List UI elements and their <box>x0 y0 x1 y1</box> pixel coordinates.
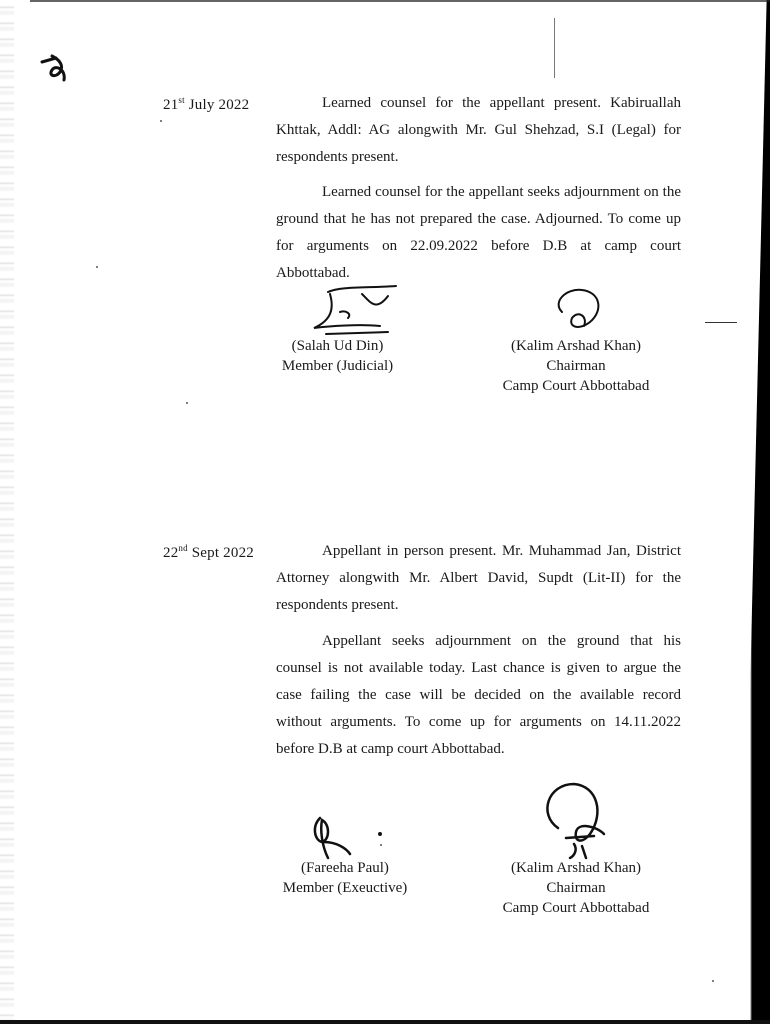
signatory-place: Camp Court Abbottabad <box>502 378 650 394</box>
scan-speck <box>96 266 98 268</box>
entry-paragraph: Learned counsel for the appellant seeks adjournment on the ground that he has not prepared the case. Adjourned. To come up for arguments on 22.09.2022 before D.B at camp court Abbottabad. <box>276 184 681 281</box>
entry-date: 21st July 2022 <box>163 95 250 113</box>
signatory-name: (Salah Ud Din) <box>291 338 384 354</box>
scan-speck <box>186 402 188 404</box>
signatory-block <box>270 858 420 898</box>
entry-paragraph: Appellant in person present. Mr. Muhammad Jan, District Attorney alongwith Mr. Albert David, Supdt (Lit-II) for the respondents present. <box>276 543 681 613</box>
signature-kalim-arshad-khan <box>534 778 614 868</box>
scan-top-edge <box>30 0 770 2</box>
scan-mark <box>554 18 555 78</box>
signatory-name: (Fareeha Paul) <box>301 860 389 876</box>
signatory-place: Camp Court Abbottabad <box>502 900 650 916</box>
entry-paragraph: Appellant seeks adjournment on the ground that his counsel is not available today. Last chance is given to argue the case failing the case will be decided on the available record without arguments. To come up for arguments on 14.11.2022 before D.B at camp court Abbottabad. <box>276 633 681 757</box>
scan-speck <box>712 980 714 982</box>
signature-kalim-arshad-khan <box>548 284 608 336</box>
signatory-block <box>484 336 668 396</box>
signature-fareeha-paul <box>306 812 396 862</box>
signatory-name: (Kalim Arshad Khan) <box>511 338 641 354</box>
signatory-title: Member (Judicial) <box>281 358 394 374</box>
signatory-title: Member (Exeuctive) <box>282 880 408 896</box>
signatory-title: Chairman <box>546 880 606 896</box>
entry-date: 22nd Sept 2022 <box>163 543 254 561</box>
scan-speck <box>380 844 382 846</box>
corner-stamp-icon <box>38 52 78 88</box>
signatory-block <box>484 858 668 918</box>
scan-right-edge <box>742 0 770 1024</box>
signature-salah-ud-din <box>300 282 410 342</box>
entry-paragraph: Learned counsel for the appellant present. Kabiruallah Khttak, Addl: AG alongwith Mr. Gul Shehzad, S.I (Legal) for respondents present. <box>276 95 681 165</box>
signatory-title: Chairman <box>546 358 606 374</box>
signatory-name: (Kalim Arshad Khan) <box>511 860 641 876</box>
signatory-block <box>270 336 405 376</box>
scan-speck <box>160 120 162 122</box>
scan-left-edge <box>0 0 14 1024</box>
scan-bottom-edge <box>0 1020 770 1024</box>
scan-dash <box>705 322 737 323</box>
